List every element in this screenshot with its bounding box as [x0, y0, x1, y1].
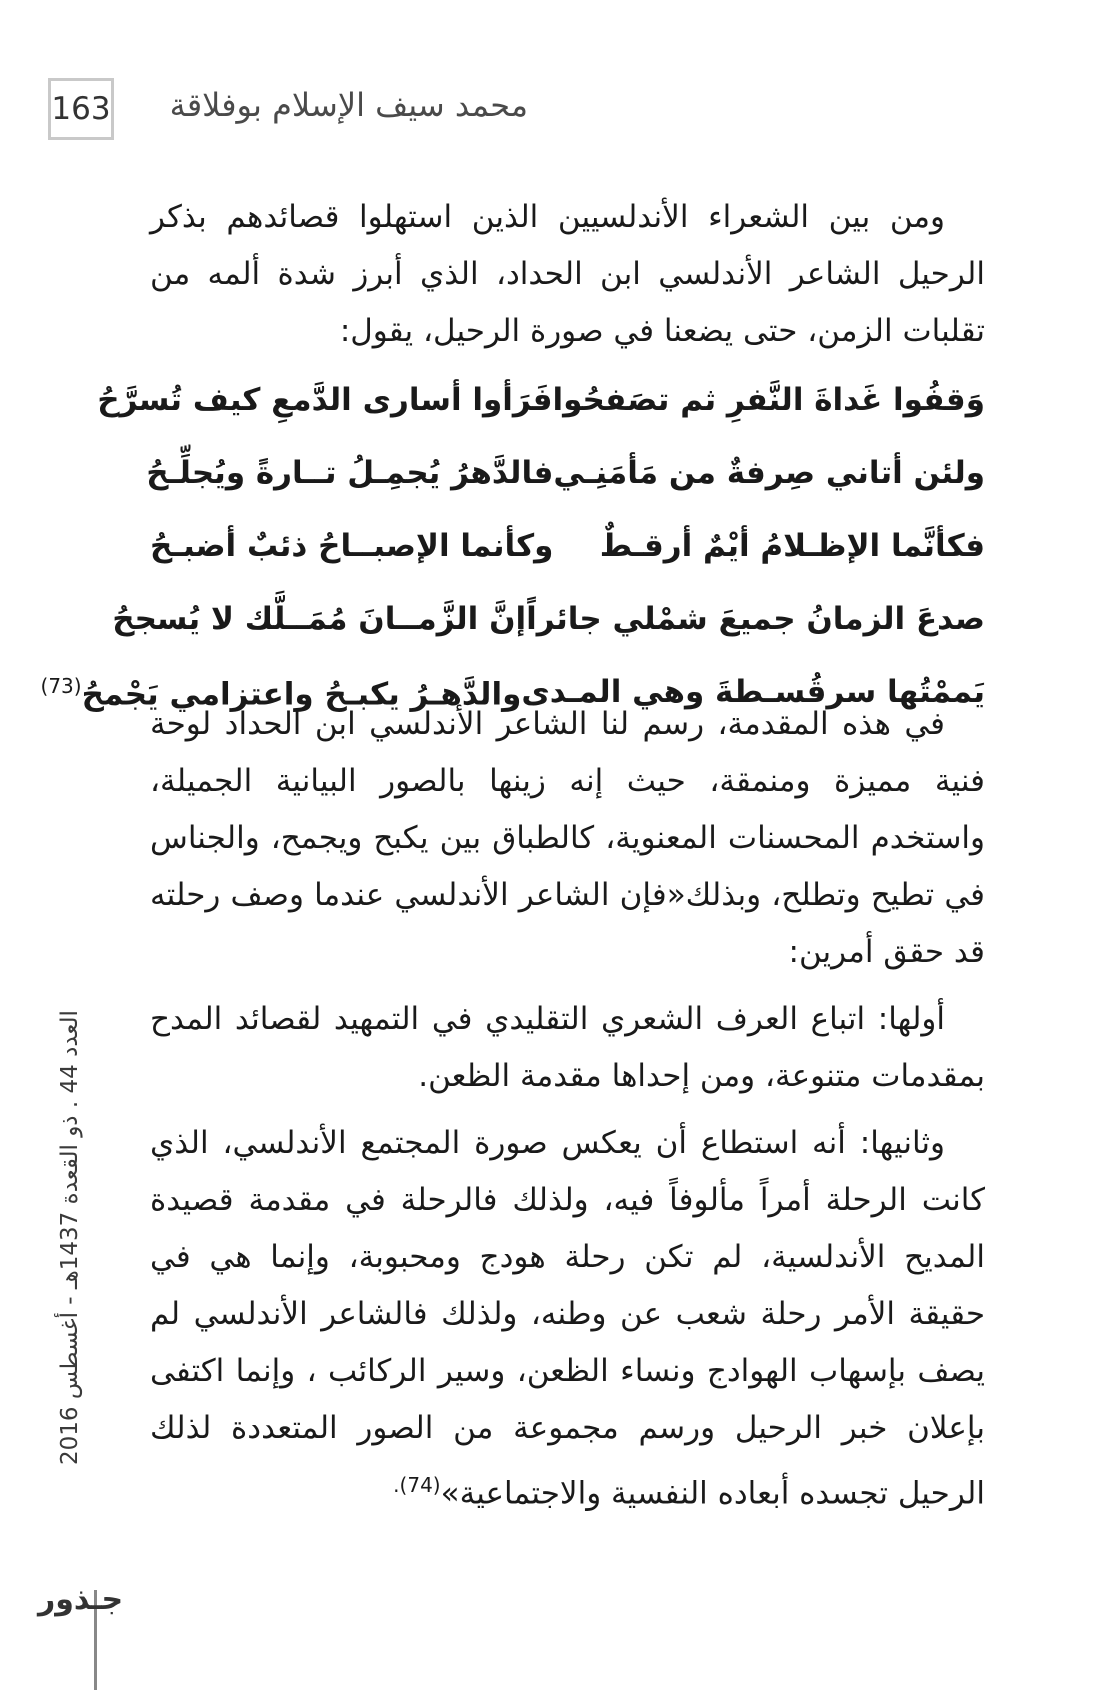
verse-text: والدَّهـرُ يكبـحُ واعتزامي يَجْمحُ: [81, 676, 522, 713]
verse-first-hemistich: صدعَ الزمانُ جميعَ شمْلي جائراً: [526, 601, 985, 637]
verse-line: [150, 528, 985, 601]
paragraph-second-point-text: وثانيها: أنه استطاع أن يعكس صورة المجتمع الأندلسي، الذي كانت الرحلة أمراً مألوفاً فيه، ولذلك فالرحلة في مقدمة قصيدة المديح الأندلسية، لم تكن رحلة هودج ومحبوبة، وإنما هي في حقيقة الأمر رحلة شعب عن وطنه، ولذلك فالشاعر الأندلسي لم يصف بإسهاب الهوادج ونساء الظعن، وسير الركائب ، وإنما اكتفى بإعلان خبر الرحيل ورسم مجموعة من الصور المتعددة لذلك الرحيل تجسده أبعاده النفسية والاجتماعية»: [150, 1125, 985, 1512]
paragraph-analysis: في هذه المقدمة، رسم لنا الشاعر الأندلسي ابن الحداد لوحة فنية مميزة ومنمقة، حيث إنه زينها بالصور البيانية الجميلة، واستخدم المحسنات المعنوية، كالطباق بين يكبح ويجمح، والجناس في تطيح وتطلح، وبذلك«فإن الشاعر الأندلسي عندما وصف رحلته قد حقق أمرين:: [150, 706, 985, 970]
verse-line: [97, 382, 985, 455]
footnote-ref: (73): [40, 674, 82, 698]
intro-block: [150, 189, 985, 360]
verse-first-hemistich: ولئن أتاني صِرفةٌ من مَأمَنِـي: [553, 455, 985, 491]
verse-second-hemistich: فَرَأوا أسارى الدَّمعِ كيف تُسرَّحُ: [97, 382, 553, 418]
verse-first-hemistich: يَممْتُها سرقُسـطةَ وهي المـدى: [521, 674, 985, 710]
intro-paragraph: ومن بين الشعراء الأندلسيين الذين استهلوا قصائدهم بذكر الرحيل الشاعر الأندلسي ابن الحداد، الذي أبرز شدة ألمه من تقلبات الزمن، حتى يضعنا في صورة الرحيل، يقول:: [150, 199, 985, 349]
verse-line: [146, 455, 985, 528]
journal-logo: جـذور: [38, 1582, 124, 1617]
author-name: محمد سيف الإسلام بوفلاقة: [169, 86, 528, 124]
verse-second-hemistich: وكأنما الإصبــاحُ ذئبٌ أضبـحُ: [150, 528, 554, 564]
verse-second-hemistich: فالدَّهرُ يُجمِـلُ تــارةً ويُجلِّـحُ: [146, 455, 554, 491]
verse-first-hemistich: وَقفُوا غَداةَ النَّفرِ ثم تصَفحُوا: [552, 382, 985, 418]
commentary: [150, 696, 985, 1522]
verse-line: [112, 601, 985, 674]
page-number: 163: [48, 78, 114, 140]
verse-first-hemistich: فكأنَّما الإظـلامُ أيْمٌ أرقـطٌ: [599, 528, 985, 564]
poem-verses: [40, 382, 985, 747]
footnote-ref: (74).: [393, 1473, 441, 1497]
issue-info: العدد 44 . ذو القعدة 1437هـ - أغسطس 2016: [57, 1010, 83, 1465]
paragraph-first-point: أولها: اتباع العرف الشعري التقليدي في التمهيد لقصائد المدح بمقدمات متنوعة، ومن إحداها مقدمة الظعن.: [150, 1001, 985, 1094]
paragraph-second-point: [150, 1115, 985, 1522]
verse-second-hemistich: إنَّ الزَّمــانَ مُمَــلَّك لا يُسجحُ: [112, 601, 527, 637]
